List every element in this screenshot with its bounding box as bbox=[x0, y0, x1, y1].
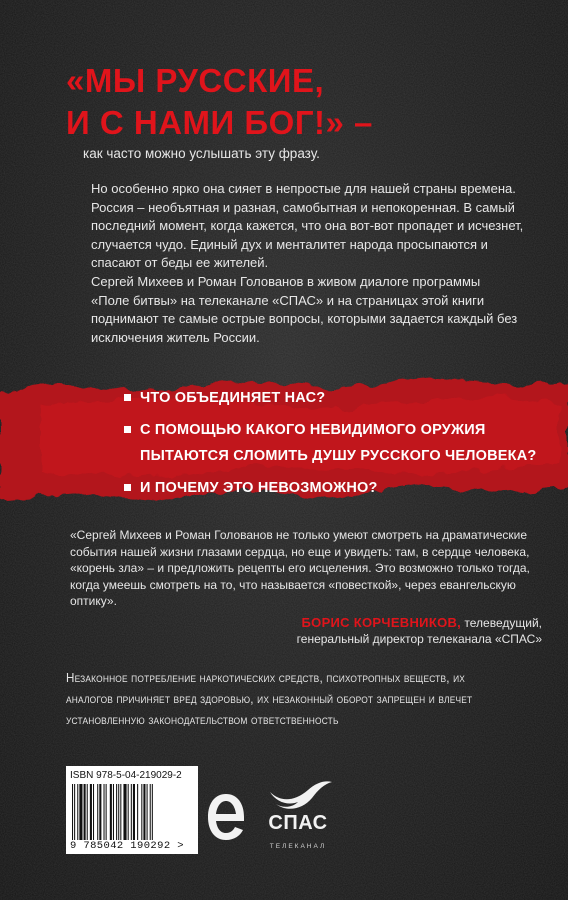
question-text: С ПОМОЩЬЮ КАКОГО НЕВИДИМОГО ОРУЖИЯ ПЫТАЮТСЯ СЛОМИТЬ ДУШУ РУССКОГО ЧЕЛОВЕКА? bbox=[140, 422, 537, 464]
headline bbox=[66, 60, 536, 144]
description-paragraph-1: Но особенно ярко она сияет в непростые для нашей страны времена. Россия – необъятная и разная, самобытная и непокоренная. В самый последний момент, когда кажется, что она вот-вот пропадет и исчезнет, случается чудо. Единый дух и менталитет народа просыпаются и спасают от беды ее жителей. bbox=[91, 181, 524, 270]
quote-attribution bbox=[230, 615, 542, 647]
question-item bbox=[124, 385, 554, 411]
author-name: БОРИС КОРЧЕВНИКОВ, bbox=[301, 615, 462, 630]
isbn-barcode bbox=[66, 766, 198, 854]
spas-logo-text: СПАС bbox=[268, 812, 328, 834]
isbn-number: ISBN 978-5-04-219029-2 bbox=[70, 770, 182, 781]
question-list bbox=[124, 385, 554, 501]
health-warning: Незаконное потребление наркотических средств, психотропных веществ, их аналогов причиняет вред здоровью, их незаконный оборот запрещен и влечет установленную законодательством ответственность bbox=[66, 671, 473, 727]
endorsement-quote: «Сергей Михеев и Роман Голованов не только умеют смотреть на драматические события нашей жизни глазами сердца, но еще и увидеть: там, в сердце человека, «корень зла» – и предложить рецепты его исцеления. Это возможно только тогда, когда умеешь смотреть на то, что называется «повесткой», через евангельскую оптику». bbox=[70, 528, 530, 608]
tagline: как часто можно услышать эту фразу. bbox=[83, 146, 320, 161]
question-text: И ПОЧЕМУ ЭТО НЕВОЗМОЖНО? bbox=[140, 480, 378, 496]
square-bullet-icon bbox=[124, 484, 131, 491]
square-bullet-icon bbox=[124, 426, 131, 433]
question-item bbox=[124, 417, 554, 469]
author-position: генеральный директор телеканала «СПАС» bbox=[296, 632, 542, 646]
description-paragraph-2: Сергей Михеев и Роман Голованов в живом диалоге программы «Поле битвы» на телеканале «СПАС» и на страницах этой книги поднимают те самые острые вопросы, которыми задается каждый без исключения житель России. bbox=[91, 274, 518, 345]
square-bullet-icon bbox=[124, 394, 131, 401]
question-text: ЧТО ОБЪЕДИНЯЕТ НАС? bbox=[140, 390, 326, 406]
question-item bbox=[124, 475, 554, 501]
author-role: телеведущий, bbox=[464, 616, 542, 630]
ean-digits: 9 785042 190292 > bbox=[70, 840, 184, 852]
eksmo-logo-icon bbox=[206, 790, 246, 844]
barcode-bars bbox=[70, 784, 194, 840]
headline-line-2: И С НАМИ БОГ!» – bbox=[66, 104, 373, 141]
headline-line-1: «МЫ РУССКИЕ, bbox=[66, 62, 325, 99]
spas-logo-subtitle: ТЕЛЕКАНАЛ bbox=[269, 843, 327, 850]
